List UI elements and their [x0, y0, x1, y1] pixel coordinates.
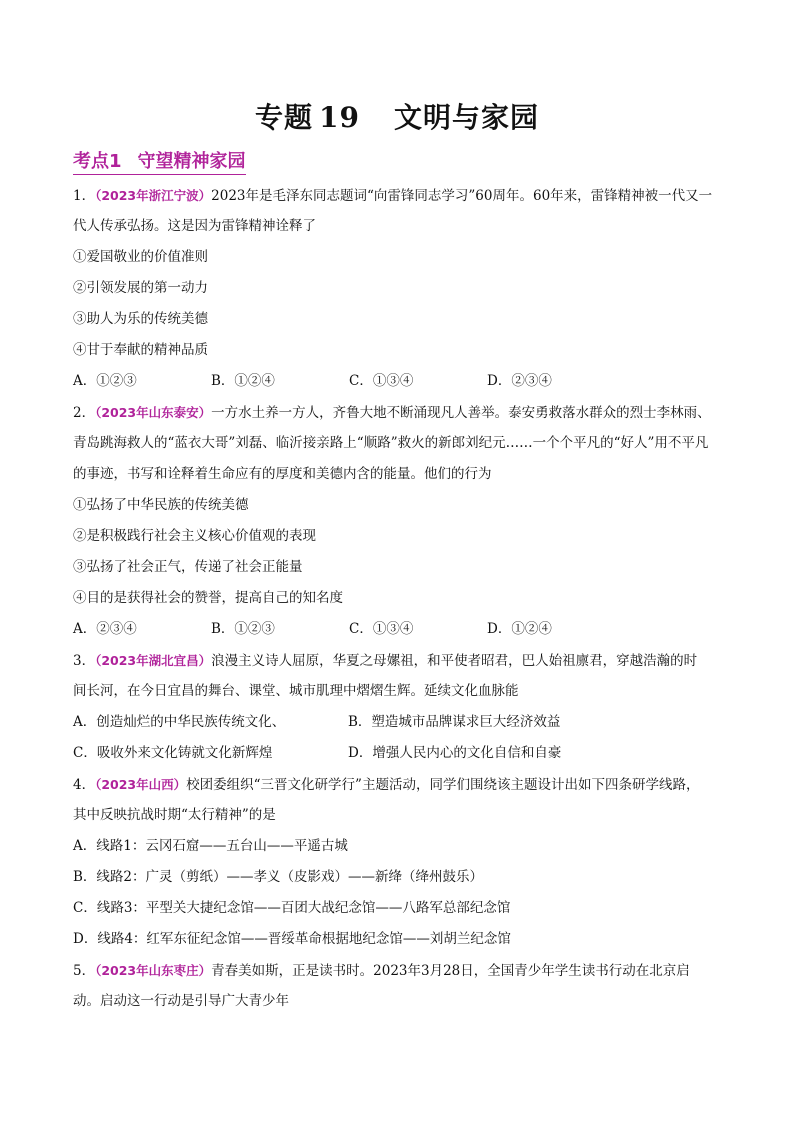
question-source: （2023年浙江宁波）: [95, 188, 212, 203]
answer-options: [73, 738, 723, 769]
option-b: B．塑造城市品牌谋求巨大经济效益: [348, 714, 561, 730]
option-c: C．①③④: [349, 621, 414, 637]
option-a: A．线路1：云冈石窟——五台山——平遥古城: [73, 838, 348, 854]
title-main: 文明与家园: [393, 101, 539, 134]
option-d: D．线路4：红军东征纪念馆——晋绥革命根据地纪念馆——刘胡兰纪念馆: [73, 931, 511, 947]
option-b: B．线路2：广灵（剪纸）——孝义（皮影戏）——新绛（绛州鼓乐）: [73, 869, 484, 885]
title-number: 19: [319, 101, 360, 134]
statement-item: ①爱国敬业的价值准则: [73, 249, 208, 265]
option-b: B．①②④: [211, 373, 275, 389]
option-d: D．②③④: [487, 373, 552, 389]
option-c: C．吸收外来文化铸就文化新辉煌: [73, 745, 273, 761]
option-c: C．线路3：平型关大捷纪念馆——百团大战纪念馆——八路军总部纪念馆: [73, 900, 511, 916]
option-c: C．①③④: [349, 373, 414, 389]
answer-options: [73, 707, 723, 738]
statement-item: ③弘扬了社会正气，传递了社会正能量: [73, 559, 303, 575]
statement-item: ④甘于奉献的精神品质: [73, 342, 208, 358]
title-prefix: 专题: [255, 101, 314, 134]
question-stem-line: 动。启动这一行动是引导广大青少年: [73, 993, 289, 1009]
question-5: [73, 955, 723, 1017]
question-stem-line: 2．（2023年山东泰安）一方水土养一方人，齐鲁大地不断涌现凡人善举。泰安勇救落水群众的烈士李林雨、: [73, 405, 711, 421]
question-2: [73, 397, 723, 645]
question-stem-line: 3．（2023年湖北宜昌）浪漫主义诗人屈原，华夏之母嫘祖，和平使者昭君，巴人始祖廪君，穿越浩瀚的时: [73, 653, 698, 669]
option-d: D．增强人民内心的文化自信和自豪: [348, 745, 562, 761]
statement-item: ②是积极践行社会主义核心价值观的表现: [73, 528, 316, 544]
statement-item: ④目的是获得社会的赞誉，提高自己的知名度: [73, 590, 343, 606]
question-source: （2023年山西）: [95, 777, 187, 792]
question-stem-line: 间长河，在今日宜昌的舞台、课堂、城市肌理中熠熠生辉。延续文化血脉能: [73, 683, 519, 699]
question-stem-line: 青岛跳海救人的“蓝衣大哥”刘磊、临沂接亲路上“顺路”救火的新郎刘纪元……一个个平凡的“好人”用不平凡: [73, 435, 709, 451]
question-list: [73, 180, 723, 1017]
option-d: D．①②④: [487, 621, 552, 637]
question-source: （2023年湖北宜昌）: [95, 653, 212, 668]
answer-options: [73, 614, 723, 645]
option-a: A．①②③: [73, 373, 137, 389]
question-stem-line: 代人传承弘扬。这是因为雷锋精神诠释了: [73, 218, 316, 234]
section-title: 守望精神家园: [137, 151, 246, 172]
option-a: A．创造灿烂的中华民族传统文化、: [73, 714, 286, 730]
question-source: （2023年山东泰安）: [95, 405, 212, 420]
question-stem-line: 5．（2023年山东枣庄）青春美如斯，正是读书时。2023年3月28日，全国青少年学生读书行动在北京启: [73, 963, 690, 979]
question-stem-line: 其中反映抗战时期“太行精神”的是: [73, 807, 276, 823]
question-3: [73, 645, 723, 769]
option-a: A．②③④: [73, 621, 137, 637]
question-stem-line: 4．（2023年山西）校团委组织“三晋文化研学行”主题活动，同学们围绕该主题设计出如下四条研学线路，: [73, 777, 700, 793]
section-heading: [73, 147, 246, 175]
question-stem-line: 的事迹，书写和诠释着生命应有的厚度和美德内含的能量。他们的行为: [73, 466, 492, 482]
question-4: [73, 769, 723, 955]
question-1: [73, 180, 723, 397]
section-label: 考点1: [73, 151, 122, 172]
question-stem-line: 1．（2023年浙江宁波）2023年是毛泽东同志题词“向雷锋同志学习”60周年。60年来，雷锋精神被一代又一: [73, 188, 713, 204]
statement-item: ③助人为乐的传统美德: [73, 311, 208, 327]
option-b: B．①②③: [211, 621, 275, 637]
statement-item: ①弘扬了中华民族的传统美德: [73, 497, 249, 513]
answer-options: [73, 366, 723, 397]
question-source: （2023年山东枣庄）: [95, 963, 212, 978]
page-title: [0, 96, 794, 136]
statement-item: ②引领发展的第一动力: [73, 280, 208, 296]
